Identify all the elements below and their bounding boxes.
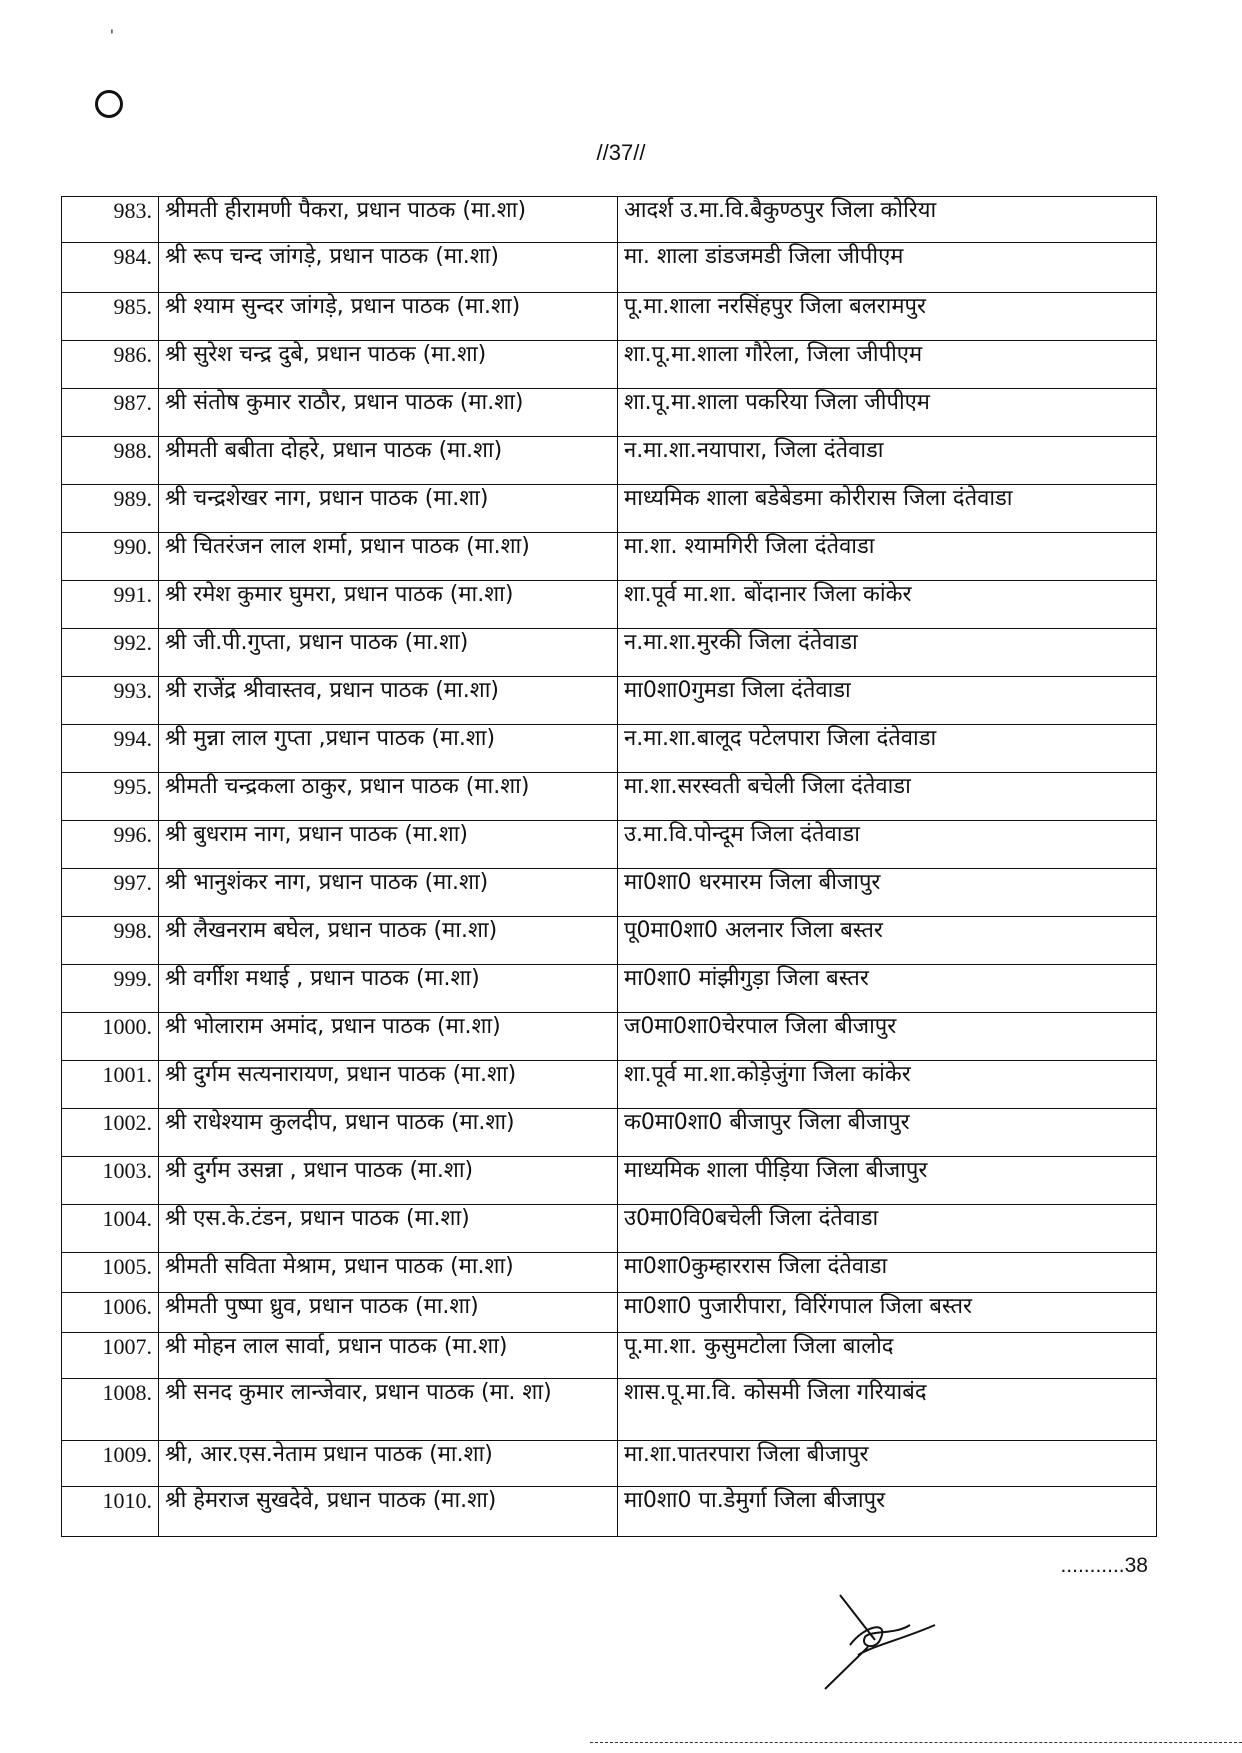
serial-number-cell: 984.: [62, 243, 159, 293]
table-row: [62, 629, 1157, 677]
table-row: [62, 869, 1157, 917]
serial-number-cell: 991.: [62, 581, 159, 629]
name-cell: श्री सनद कुमार लान्जेवार, प्रधान पाठक (मा. शा): [159, 1379, 618, 1441]
school-cell: मा0शा0गुमडा जिला दंतेवाडा: [618, 677, 1157, 725]
school-cell: शा.पू.मा.शाला पकरिया जिला जीपीएम: [618, 389, 1157, 437]
table-row: [62, 1379, 1157, 1441]
school-cell: शास.पू.मा.वि. कोसमी जिला गरियाबंद: [618, 1379, 1157, 1441]
name-cell: श्रीमती बबीता दोहरे, प्रधान पाठक (मा.शा): [159, 437, 618, 485]
name-cell: श्री रूप चन्द जांगड़े, प्रधान पाठक (मा.शा): [159, 243, 618, 293]
name-cell: श्री बुधराम नाग, प्रधान पाठक (मा.शा): [159, 821, 618, 869]
name-cell: श्रीमती सविता मेश्राम, प्रधान पाठक (मा.शा): [159, 1253, 618, 1293]
table-row: [62, 581, 1157, 629]
school-cell: न.मा.शा.बालूद पटेलपारा जिला दंतेवाडा: [618, 725, 1157, 773]
name-cell: श्री, आर.एस.नेताम प्रधान पाठक (मा.शा): [159, 1441, 618, 1487]
table-row: [62, 917, 1157, 965]
school-cell: उ.मा.वि.पोन्दूम जिला दंतेवाडा: [618, 821, 1157, 869]
table-row: [62, 773, 1157, 821]
school-cell: माध्यमिक शाला पीड़िया जिला बीजापुर: [618, 1157, 1157, 1205]
serial-number-cell: 999.: [62, 965, 159, 1013]
school-cell: पू.मा.शाला नरसिंहपुर जिला बलरामपुर: [618, 293, 1157, 341]
school-cell: न.मा.शा.मुरकी जिला दंतेवाडा: [618, 629, 1157, 677]
table-row: [62, 197, 1157, 243]
punch-hole-icon: [95, 90, 123, 118]
name-cell: श्री राधेश्याम कुलदीप, प्रधान पाठक (मा.शा): [159, 1109, 618, 1157]
serial-number-cell: 993.: [62, 677, 159, 725]
table-row: [62, 725, 1157, 773]
serial-number-cell: 994.: [62, 725, 159, 773]
table-row: [62, 293, 1157, 341]
table-row: [62, 243, 1157, 293]
name-cell: श्री राजेंद्र श्रीवास्तव, प्रधान पाठक (मा.शा): [159, 677, 618, 725]
school-cell: मा0शा0 धरमारम जिला बीजापुर: [618, 869, 1157, 917]
table-row: [62, 1205, 1157, 1253]
school-cell: मा0शा0कुम्हाररास जिला दंतेवाडा: [618, 1253, 1157, 1293]
serial-number-cell: 988.: [62, 437, 159, 485]
roster-body: [62, 197, 1157, 1537]
serial-number-cell: 998.: [62, 917, 159, 965]
serial-number-cell: 986.: [62, 341, 159, 389]
serial-number-cell: 1010.: [62, 1487, 159, 1537]
serial-number-cell: 983.: [62, 197, 159, 243]
continuation-marker: ...........38: [1060, 1554, 1148, 1577]
serial-number-cell: 1008.: [62, 1379, 159, 1441]
school-cell: मा. शाला डांडजमडी जिला जीपीएम: [618, 243, 1157, 293]
serial-number-cell: 1003.: [62, 1157, 159, 1205]
school-cell: शा.पू.मा.शाला गौरेला, जिला जीपीएम: [618, 341, 1157, 389]
name-cell: श्रीमती पुष्पा ध्रुव, प्रधान पाठक (मा.शा): [159, 1293, 618, 1333]
serial-number-cell: 1005.: [62, 1253, 159, 1293]
serial-number-cell: 992.: [62, 629, 159, 677]
school-cell: उ0मा0वि0बचेली जिला दंतेवाडा: [618, 1205, 1157, 1253]
table-row: [62, 1441, 1157, 1487]
table-row: [62, 1157, 1157, 1205]
page-number: //37//: [596, 140, 646, 165]
school-cell: शा.पूर्व मा.शा.कोड़ेजुंगा जिला कांकेर: [618, 1061, 1157, 1109]
table-row: [62, 533, 1157, 581]
table-row: [62, 341, 1157, 389]
roster-table: [61, 196, 1157, 1537]
name-cell: श्री मोहन लाल सार्वा, प्रधान पाठक (मा.शा): [159, 1333, 618, 1379]
table-row: [62, 1333, 1157, 1379]
table-row: [62, 677, 1157, 725]
name-cell: श्री एस.के.टंडन, प्रधान पाठक (मा.शा): [159, 1205, 618, 1253]
table-row: [62, 1109, 1157, 1157]
table-row: [62, 437, 1157, 485]
serial-number-cell: 1006.: [62, 1293, 159, 1333]
name-cell: श्री भानुशंकर नाग, प्रधान पाठक (मा.शा): [159, 869, 618, 917]
bottom-rule: [590, 1742, 1242, 1743]
school-cell: आदर्श उ.मा.वि.बैकुण्ठपुर जिला कोरिया: [618, 197, 1157, 243]
signature-icon: [820, 1585, 950, 1695]
name-cell: श्री श्याम सुन्दर जांगड़े, प्रधान पाठक (मा.शा): [159, 293, 618, 341]
school-cell: मा.शा.सरस्वती बचेली जिला दंतेवाडा: [618, 773, 1157, 821]
name-cell: श्रीमती चन्द्रकला ठाकुर, प्रधान पाठक (मा.शा): [159, 773, 618, 821]
school-cell: शा.पूर्व मा.शा. बोंदानार जिला कांकेर: [618, 581, 1157, 629]
serial-number-cell: 1009.: [62, 1441, 159, 1487]
school-cell: ज0मा0शा0चेरपाल जिला बीजापुर: [618, 1013, 1157, 1061]
school-cell: मा0शा0 मांझीगुड़ा जिला बस्तर: [618, 965, 1157, 1013]
name-cell: श्री रमेश कुमार घुमरा, प्रधान पाठक (मा.शा): [159, 581, 618, 629]
table-row: [62, 389, 1157, 437]
name-cell: श्री मुन्ना लाल गुप्ता ,प्रधान पाठक (मा.शा): [159, 725, 618, 773]
school-cell: क0मा0शा0 बीजापुर जिला बीजापुर: [618, 1109, 1157, 1157]
serial-number-cell: 989.: [62, 485, 159, 533]
school-cell: पू.मा.शा. कुसुमटोला जिला बालोद: [618, 1333, 1157, 1379]
serial-number-cell: 996.: [62, 821, 159, 869]
name-cell: श्री दुर्गम उसन्ना , प्रधान पाठक (मा.शा): [159, 1157, 618, 1205]
school-cell: मा0शा0 पुजारीपारा, विरिंगपाल जिला बस्तर: [618, 1293, 1157, 1333]
table-row: [62, 821, 1157, 869]
name-cell: श्री वर्गीश मथाई , प्रधान पाठक (मा.शा): [159, 965, 618, 1013]
serial-number-cell: 995.: [62, 773, 159, 821]
serial-number-cell: 1007.: [62, 1333, 159, 1379]
name-cell: श्री भोलाराम अमांद, प्रधान पाठक (मा.शा): [159, 1013, 618, 1061]
name-cell: श्री हेमराज सुखदेवे, प्रधान पाठक (मा.शा): [159, 1487, 618, 1537]
serial-number-cell: 1001.: [62, 1061, 159, 1109]
name-cell: श्री सुरेश चन्द्र दुबे, प्रधान पाठक (मा.शा): [159, 341, 618, 389]
name-cell: श्री संतोष कुमार राठौर, प्रधान पाठक (मा.शा): [159, 389, 618, 437]
school-cell: मा.शा.पातरपारा जिला बीजापुर: [618, 1441, 1157, 1487]
name-cell: श्री दुर्गम सत्यनारायण, प्रधान पाठक (मा.शा): [159, 1061, 618, 1109]
serial-number-cell: 1000.: [62, 1013, 159, 1061]
corner-mark: ': [110, 28, 114, 44]
table-row: [62, 1293, 1157, 1333]
serial-number-cell: 985.: [62, 293, 159, 341]
name-cell: श्री चन्द्रशेखर नाग, प्रधान पाठक (मा.शा): [159, 485, 618, 533]
school-cell: न.मा.शा.नयापारा, जिला दंतेवाडा: [618, 437, 1157, 485]
name-cell: श्री लैखनराम बघेल, प्रधान पाठक (मा.शा): [159, 917, 618, 965]
table-row: [62, 1013, 1157, 1061]
school-cell: माध्यमिक शाला बडेबेडमा कोरीरास जिला दंतेवाडा: [618, 485, 1157, 533]
name-cell: श्रीमती हीरामणी पैकरा, प्रधान पाठक (मा.शा): [159, 197, 618, 243]
serial-number-cell: 997.: [62, 869, 159, 917]
table-row: [62, 965, 1157, 1013]
school-cell: मा.शा. श्यामगिरी जिला दंतेवाडा: [618, 533, 1157, 581]
serial-number-cell: 987.: [62, 389, 159, 437]
serial-number-cell: 990.: [62, 533, 159, 581]
serial-number-cell: 1004.: [62, 1205, 159, 1253]
serial-number-cell: 1002.: [62, 1109, 159, 1157]
name-cell: श्री जी.पी.गुप्ता, प्रधान पाठक (मा.शा): [159, 629, 618, 677]
table-row: [62, 1061, 1157, 1109]
school-cell: पू0मा0शा0 अलनार जिला बस्तर: [618, 917, 1157, 965]
school-cell: मा0शा0 पा.डेमुर्गा जिला बीजापुर: [618, 1487, 1157, 1537]
name-cell: श्री चितरंजन लाल शर्मा, प्रधान पाठक (मा.शा): [159, 533, 618, 581]
table-row: [62, 485, 1157, 533]
table-row: [62, 1487, 1157, 1537]
table-row: [62, 1253, 1157, 1293]
